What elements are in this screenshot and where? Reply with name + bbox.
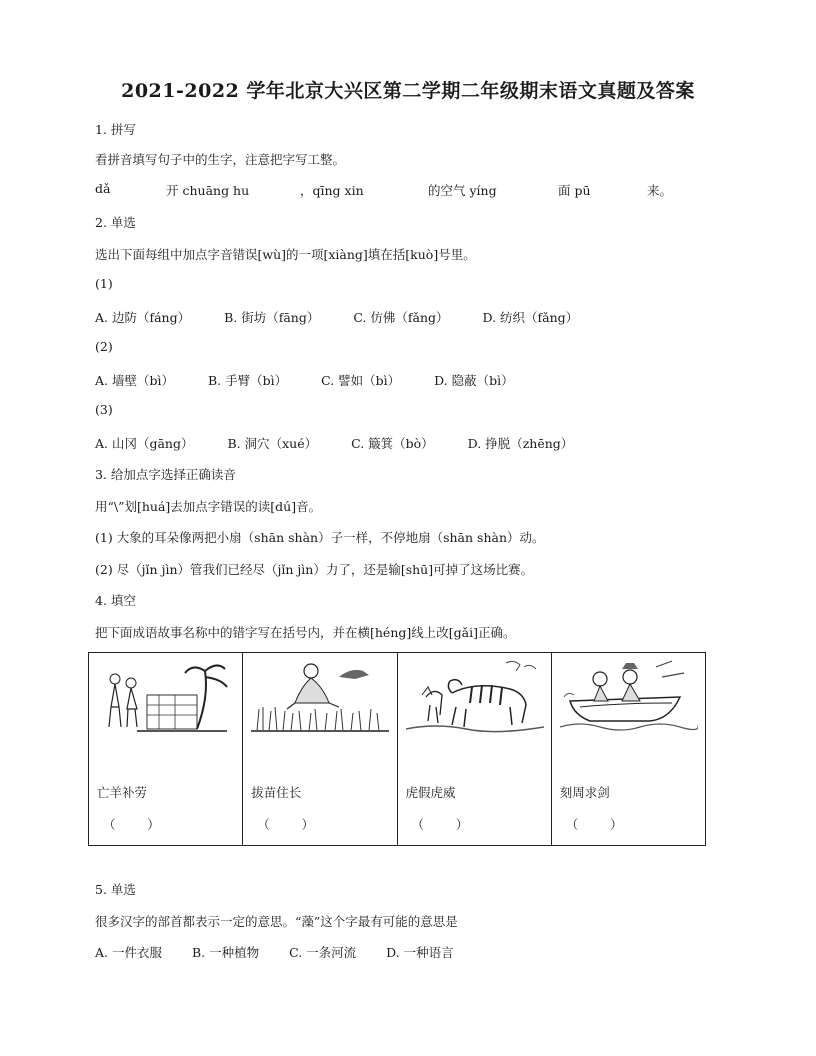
q3-item: (1) 大象的耳朵像两把小扇（shān shàn）子一样，不停地扇（shān shàn）动。 xyxy=(95,530,545,545)
pinyin-segment: 面 pū xyxy=(558,183,591,198)
mend-pen-illustration xyxy=(97,657,235,735)
idiom-name: 亡羊补劳 xyxy=(97,785,148,800)
idiom-name: 虎假虎威 xyxy=(405,785,456,800)
boat-sword-illustration xyxy=(560,657,698,735)
q2-instruction: 选出下面每组中加点字音错误[wù]的一项[xiàng]填在括[kuò]号里。 xyxy=(95,247,476,262)
q2-group-label: (2) xyxy=(95,339,113,354)
pinyin-segment: 来。 xyxy=(647,183,673,198)
fox-tiger-illustration xyxy=(406,657,544,735)
option: A. 墙壁（bì） xyxy=(95,373,174,388)
idiom-table xyxy=(88,652,706,846)
option: C. 簸箕（bò） xyxy=(351,436,434,451)
document-title: 2021-2022 学年北京大兴区第二学期二年级期末语文真题及答案 xyxy=(121,80,695,102)
answer-blank[interactable]: （ ） xyxy=(257,817,315,832)
option: D. 纺织（fǎng） xyxy=(482,310,579,325)
q2-group-label: (3) xyxy=(95,402,113,417)
pinyin-segment: dǎ xyxy=(95,181,111,196)
option: B. 手臂（bì） xyxy=(207,373,288,388)
idiom-cell xyxy=(397,653,551,846)
option: B. 洞穴（xué） xyxy=(227,436,318,451)
option: A. 一件衣服 xyxy=(95,945,162,960)
idiom-name: 刻周求剑 xyxy=(559,785,610,800)
q2-group-1-options xyxy=(95,308,608,326)
q5-heading: 5. 单选 xyxy=(95,882,136,897)
pull-seedlings-illustration xyxy=(251,657,389,735)
q5-instruction: 很多汉字的部首都表示一定的意思。“藻”这个字最有可能的意思是 xyxy=(95,914,458,929)
q1-heading: 1. 拼写 xyxy=(95,122,136,137)
option: D. 一种语言 xyxy=(386,945,454,960)
option: B. 街坊（fāng） xyxy=(224,310,320,325)
answer-blank[interactable]: （ ） xyxy=(103,817,160,832)
q3-instruction: 用“\”划[huá]去加点字错误的读[dú]音。 xyxy=(95,499,322,514)
option: B. 一种植物 xyxy=(191,945,260,960)
q3-heading: 3. 给加点字选择正确读音 xyxy=(95,467,236,482)
q4-heading: 4. 填空 xyxy=(95,593,136,608)
q2-group-3-options xyxy=(95,434,603,452)
option: D. 隐蔽（bì） xyxy=(434,373,514,388)
answer-blank[interactable]: （ ） xyxy=(565,817,623,832)
q1-pinyin-row xyxy=(95,181,735,201)
q1-instruction: 看拼音填写句子中的生字，注意把字写工整。 xyxy=(95,152,346,167)
pinyin-segment: 开 chuāng hu xyxy=(166,183,250,198)
idiom-cell xyxy=(551,653,705,846)
idiom-cell xyxy=(243,653,397,846)
q3-item: (2) 尽（jǐn jìn）管我们已经尽（jǐn jìn）力了，还是输[shū]可掉了这场比赛。 xyxy=(95,562,534,577)
option: D. 挣脱（zhēng） xyxy=(467,436,574,451)
q4-instruction: 把下面成语故事名称中的错字写在括号内，并在横[héng]线上改[gǎi]正确。 xyxy=(95,625,516,640)
pinyin-segment: 的空气 yíng xyxy=(428,183,497,198)
option: C. 仿佛（fǎng） xyxy=(353,310,449,325)
option: A. 边防（fáng） xyxy=(95,310,191,325)
idiom-cell xyxy=(89,653,243,846)
q2-group-2-options xyxy=(95,371,544,389)
idiom-name: 拔苗住长 xyxy=(251,785,302,800)
q2-heading: 2. 单选 xyxy=(95,215,136,230)
option: C. 一条河流 xyxy=(289,945,357,960)
q5-options xyxy=(95,943,484,961)
answer-blank[interactable]: （ ） xyxy=(411,817,469,832)
q2-group-label: (1) xyxy=(95,276,113,291)
pinyin-segment: ，qīng xin xyxy=(300,183,364,198)
option: C. 譬如（bì） xyxy=(321,373,401,388)
option: A. 山冈（gāng） xyxy=(95,436,194,451)
